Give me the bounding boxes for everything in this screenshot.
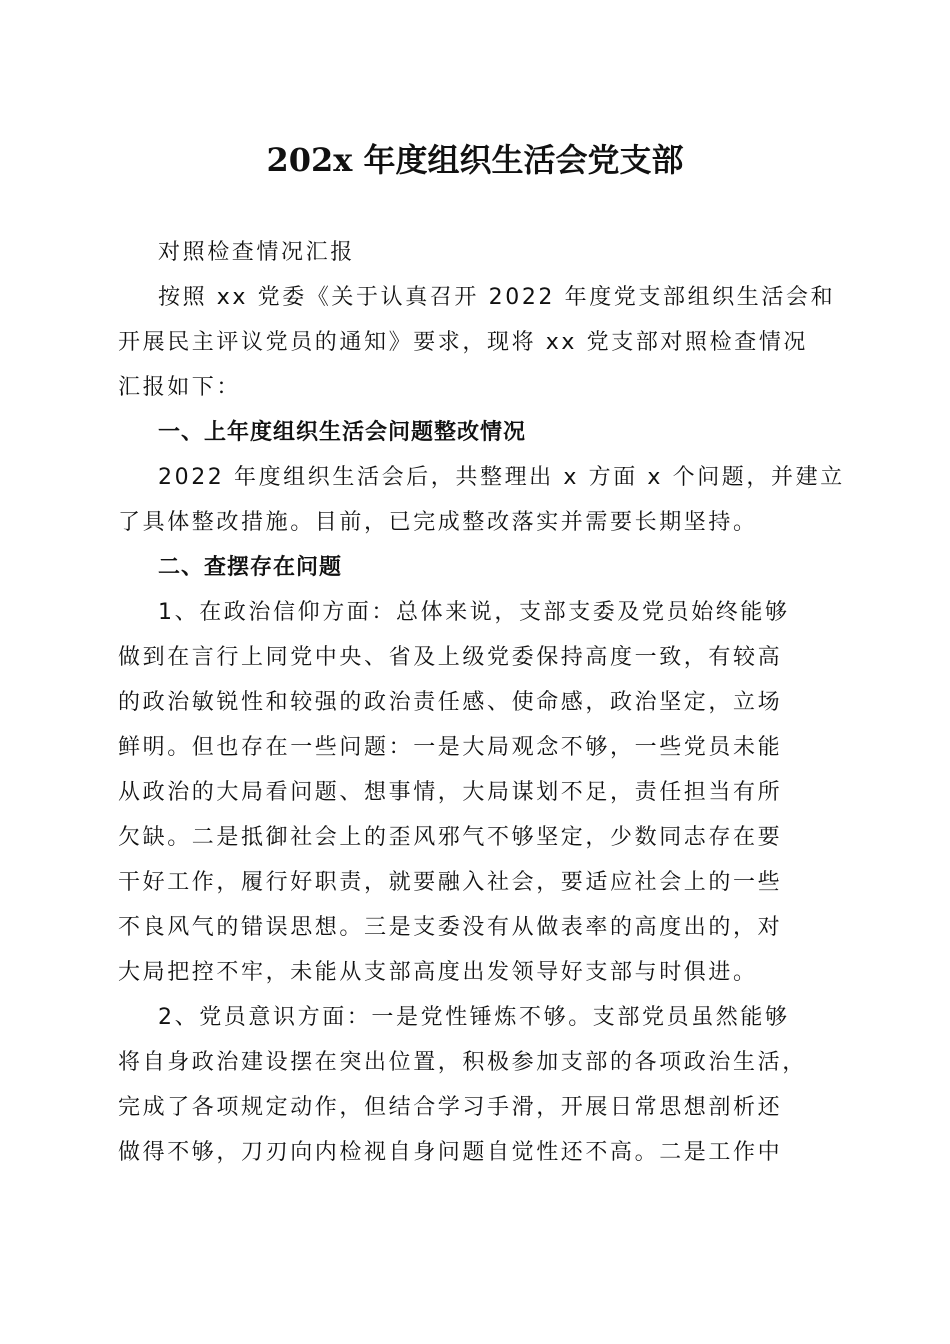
paragraph-line: 的政治敏锐性和较强的政治责任感、使命感，政治坚定，立场 — [118, 690, 783, 715]
document-title: 202x 年度组织生活会党支部 — [266, 141, 684, 179]
subtitle-line: 对照检查情况汇报 — [158, 240, 355, 265]
paragraph-line: 汇报如下： — [118, 375, 242, 400]
paragraph-line: 了具体整改措施。目前，已完成整改落实并需要长期坚持。 — [118, 510, 758, 535]
paragraph-line: 完成了各项规定动作，但结合学习手滑，开展日常思想剖析还 — [118, 1095, 783, 1120]
paragraph-line: 干好工作，履行好职责，就要融入社会，要适应社会上的一些 — [118, 870, 783, 895]
paragraph-line: 欠缺。二是抵御社会上的歪风邪气不够坚定，少数同志存在要 — [118, 825, 783, 850]
section-heading: 一、上年度组织生活会问题整改情况 — [158, 420, 527, 445]
paragraph-line: 按照 xx 党委《关于认真召开 2022 年度党支部组织生活会和 — [158, 285, 836, 310]
paragraph-line: 2、党员意识方面：一是党性锤炼不够。支部党员虽然能够 — [158, 1005, 790, 1030]
paragraph-line: 大局把控不牢，未能从支部高度出发领导好支部与时俱进。 — [118, 960, 758, 985]
section-heading: 二、查摆存在问题 — [158, 555, 343, 580]
paragraph-line: 不良风气的错误思想。三是支委没有从做表率的高度出的，对 — [118, 915, 783, 940]
paragraph-line: 开展民主评议党员的通知》要求，现将 xx 党支部对照检查情况 — [118, 330, 809, 355]
paragraph-line: 做得不够，刀刃向内检视自身问题自觉性还不高。二是工作中 — [118, 1140, 783, 1165]
paragraph-line: 将自身政治建设摆在突出位置，积极参加支部的各项政治生活， — [118, 1050, 807, 1075]
paragraph-line: 1、在政治信仰方面：总体来说，支部支委及党员始终能够 — [158, 600, 790, 625]
paragraph-line: 2022 年度组织生活会后，共整理出 x 方面 x 个问题，并建立 — [158, 465, 845, 490]
document-body — [118, 230, 845, 1175]
paragraph-line: 做到在言行上同党中央、省及上级党委保持高度一致，有较高 — [118, 645, 783, 670]
paragraph-line: 从政治的大局看问题、想事情，大局谋划不足，责任担当有所 — [118, 780, 783, 805]
paragraph-line: 鲜明。但也存在一些问题：一是大局观念不够，一些党员未能 — [118, 735, 783, 760]
